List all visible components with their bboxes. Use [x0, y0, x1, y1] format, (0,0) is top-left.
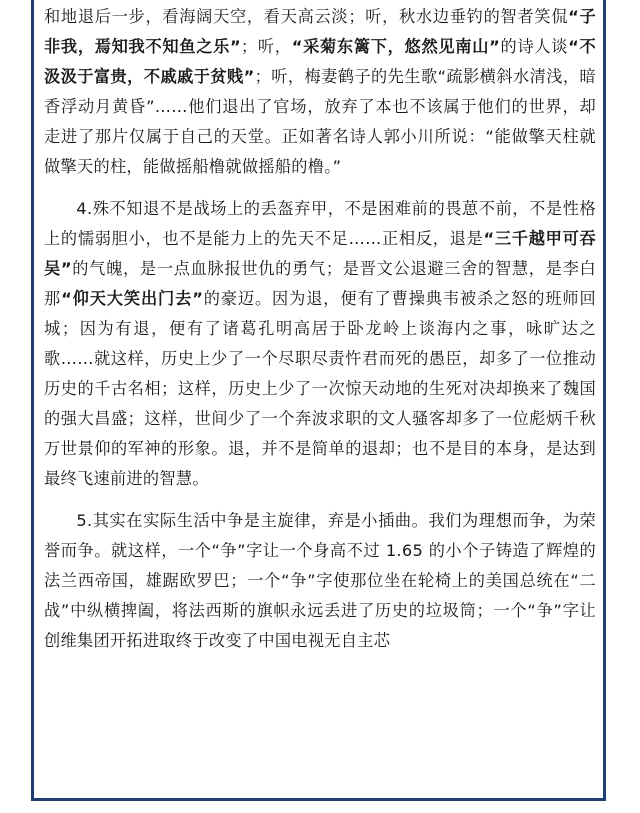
text-segment: ；听，: [240, 37, 292, 56]
quote-zhuangzi: “子非我，焉知我不知鱼之乐”: [44, 7, 596, 56]
article-body: [44, 2, 596, 656]
paragraph-5: [44, 506, 596, 656]
text-segment: ；听，梅妻鹤子的先生歌“疏影横斜水清浅，暗香浮动月黄昏”……他们退出了官场，放弃了本也不该属于他们的世界，却走进了那片仅属于自己的天堂。正如著名诗人郭小川所说：“能做擎天柱就做擎天的柱，能做摇船橹就做摇船的橹。”: [44, 67, 596, 176]
quote-li-bai: “仰天大笑出门去”: [61, 289, 204, 308]
text-segment: 5.其实在实际生活中争是主旋律，弃是小插曲。我们为理想而争，为荣誉而争。就这样，一个“争”字让一个身高不过 1.65 的小个子铸造了辉煌的法兰西帝国，雄踞欧罗巴；一个“争”字使那位坐在轮椅上的美国总统在“二战”中纵横捭阖，将法西斯的旗帜永远丢进了历史的垃圾筒；一个“争”字让创维集团开拓进取终于改变了中国电视无自主芯: [44, 511, 596, 650]
paragraph-4: [44, 194, 596, 494]
text-segment: 的气魄，是一点血脉报世仇的勇气；是晋文公退避三舍的智慧，是李白那: [44, 259, 596, 308]
text-segment: 和地退后一步，看海阔天空，看天高云淡；听，秋水边垂钓的智者笑侃: [44, 7, 569, 26]
text-segment: 4.殊不知退不是战场上的丢盔弃甲，不是困难前的畏葸不前，不是性格上的懦弱胆小，也不是能力上的先天不足……正相反，退是: [44, 199, 596, 248]
quote-wealth-poverty: “不汲汲于富贵，不戚戚于贫贱”: [44, 37, 596, 86]
quote-tao-yuanming: “采菊东篱下，悠然见南山”: [291, 37, 501, 56]
text-segment: 的豪迈。因为退，便有了曹操典韦被杀之怒的班师回城；因为有退，便有了诸葛孔明高居于卧龙岭上谈海内之事，咏旷达之歌……就这样，历史上少了一个尽职尽责忤君而死的愚臣，却多了一位推动历史的千古名相；这样，历史上少了一次惊天动地的生死对决却换来了魏国的强大昌盛；这样，世间少了一个奔波求职的文人骚客却多了一位彪炳千秋万世景仰的军神的形象。退，并不是简单的退却；也不是目的本身，是达到最终飞速前进的智慧。: [44, 289, 596, 488]
quote-sanqian-yuejia: “三千越甲可吞吴”: [44, 229, 596, 278]
text-segment: 的诗人谈: [500, 37, 569, 56]
paragraph-continued: [44, 2, 596, 182]
